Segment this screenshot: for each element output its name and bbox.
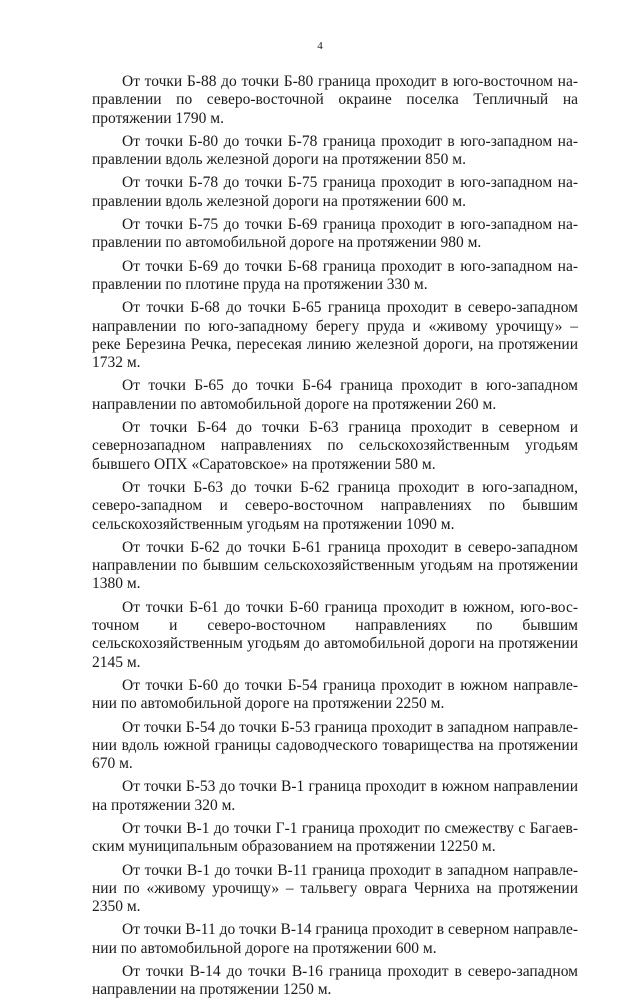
paragraph-b80-b78: От точки Б-80 до точки Б-78 граница проходит в юго-западном направлении вдоль железной дороги на протяжении 850 м. bbox=[92, 132, 578, 169]
page-number: 4 bbox=[317, 40, 323, 52]
paragraph-v1-v11: От точки В-1 до точки В-11 граница проходит в западном направлении по «живому урочищу» – тальвегу оврага Черниха на протяжении 2350 м. bbox=[92, 861, 578, 916]
paragraph-b65-b64: От точки Б-65 до точки Б-64 граница проходит в юго-западном направлении по автомобильной дороге на протяжении 260 м. bbox=[92, 377, 578, 413]
paragraph-b64-b63: От точки Б-64 до точки Б-63 граница проходит в северном и севернозападном направлениях по сельскохозяйственным угодьям бывшего ОПХ «Саратовское» на протяжении 580 м. bbox=[92, 419, 578, 473]
paragraph-b61-b60: От точки Б-61 до точки Б-60 граница проходит в южном, юго-восточном и северо-восточном направлениях по бывшим сельскохозяйственным угодьям до автомобильной дороги на протяжении 2145 м. bbox=[92, 598, 578, 671]
paragraph-v11-v14: От точки В-11 до точки В-14 граница проходит в северном направлении по автомобильной дороге на протяжении 600 м. bbox=[92, 921, 578, 957]
paragraph-b62-b61: От точки Б-62 до точки Б-61 граница проходит в северо-западном направлении по бывшим сельскохозяйственным угодьям на протяжении 1380 м. bbox=[92, 538, 578, 593]
paragraph-b53-v1: От точки Б-53 до точки В-1 граница проходит в южном направлении на протяжении 320 м. bbox=[92, 778, 578, 814]
paragraph-b88-b80: От точки Б-88 до точки Б-80 граница проходит в юго-восточном направлении по северо-восточной окраине поселка Тепличный на протяжении 1790 м. bbox=[92, 73, 578, 127]
paragraph-b69-b68: От точки Б-69 до точки Б-68 граница проходит в юго-западном направлении по плотине пруда на протяжении 330 м. bbox=[92, 257, 578, 293]
paragraph-b63-b62: От точки Б-63 до точки Б-62 граница проходит в юго-западном, северо-западном и северо-восточном направлениях по бывшим сельскохозяйственным угодьям на протяжении 1090 м. bbox=[92, 478, 578, 533]
paragraph-b75-b69: От точки Б-75 до точки Б-69 граница проходит в юго-западном направлении по автомобильной дороге на протяжении 980 м. bbox=[92, 216, 578, 252]
paragraph-v14-v16: От точки В-14 до точки В-16 граница проходит в северо-западном направлении на протяжении 1250 м. bbox=[92, 963, 578, 999]
paragraph-b68-b65: От точки Б-68 до точки Б-65 граница проходит в северо-западном направлении по юго-западному берегу пруда и «живому урочищу» – реке Березина Речка, пересекая линию железной дороги, на протяжении 1732 м. bbox=[92, 299, 578, 372]
paragraph-b54-b53: От точки Б-54 до точки Б-53 граница проходит в западном направлении вдоль южной границы садоводческого товарищества на протяжении 670 м. bbox=[92, 718, 578, 773]
document-body bbox=[92, 73, 578, 1005]
paragraph-b60-b54: От точки Б-60 до точки Б-54 граница проходит в южном направлении по автомобильной дороге на протяжении 2250 м. bbox=[92, 676, 578, 713]
paragraph-v1-g1: От точки В-1 до точки Г-1 граница проходит по смежеству с Багаевским муниципальным образованием на протяжении 12250 м. bbox=[92, 819, 578, 856]
paragraph-b78-b75: От точки Б-78 до точки Б-75 граница проходит в юго-западном направлении вдоль железной дороги на протяжении 600 м. bbox=[92, 174, 578, 210]
